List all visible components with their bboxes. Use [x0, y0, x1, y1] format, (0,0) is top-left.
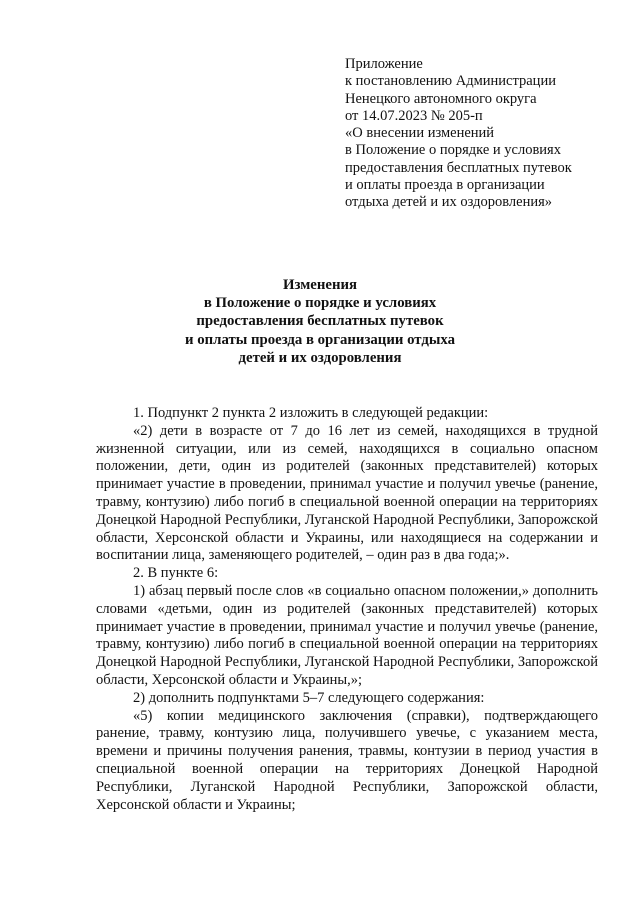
body-paragraph: 1. Подпункт 2 пункта 2 изложить в следующей редакции: — [133, 405, 489, 421]
document-title — [0, 276, 640, 367]
body-paragraph: 2) дополнить подпунктами 5–7 следующего содержания: — [133, 689, 485, 706]
body-paragraph: «2) дети в возрасте от 7 до 16 лет из семей, находящихся в трудной жизненной ситуации, или из семей, находящихся в социально опасном положении, дети, один из родителей (законных представителей) которых принимает участие в проведении, принимал участие и получил увечье (ранение, травму, контузию) либо погиб в специальной военной операции на территориях Донецкой Народной Республики, Луганской Народной Республики, Запорожской области, Херсонской области и Украины, или находящиеся на содержании и воспитании лица, заменяющего родителей, – один раз в два года;». — [96, 422, 598, 564]
title-line: предоставления бесплатных путевок — [196, 313, 444, 330]
appendix-line: отдыха детей и их оздоровления» — [345, 194, 553, 211]
document-body — [96, 405, 598, 814]
body-paragraph: 2. В пункте 6: — [133, 565, 219, 582]
appendix-line: от 14.07.2023 № 205-п — [345, 107, 483, 124]
title-line: детей и их оздоровления — [238, 349, 402, 366]
appendix-line: предоставления бесплатных путевок — [345, 159, 572, 176]
appendix-header — [345, 56, 615, 212]
appendix-line: к постановлению Администрации — [345, 73, 556, 90]
appendix-line: Ненецкого автономного округа — [345, 90, 537, 107]
appendix-line: и оплаты проезда в организации — [345, 177, 545, 194]
title-line: Изменения — [282, 277, 358, 293]
appendix-line: «О внесении изменений — [345, 125, 495, 142]
title-line: и оплаты проезда в организации отдыха — [185, 331, 455, 348]
body-paragraph: 1) абзац первый после слов «в социально опасном положении,» дополнить словами «детьми, один из родителей (законных представителей) которых принимает участие в проведении, принимал участие и получил увечье (ранение, травму, контузию) либо погиб в специальной военной операции на территориях Донецкой Народной Республики, Луганской Народной Республики, Запорожской области, Херсонской области и Украины,»; — [96, 582, 598, 688]
appendix-line: Приложение — [345, 56, 423, 72]
title-line: в Положение о порядке и условиях — [203, 295, 437, 312]
appendix-line: в Положение о порядке и условиях — [345, 142, 561, 159]
body-paragraph: «5) копии медицинского заключения (справки), подтверждающего ранение, травму, контузию лица, получившего увечье, с указанием места, времени и причины получения ранения, травмы, контузии в период участия в специальной военной операции на территориях Донецкой Народной Республики, Луганской Народной Республики, Запорожской области, Херсонской области и Украины; — [96, 707, 598, 813]
